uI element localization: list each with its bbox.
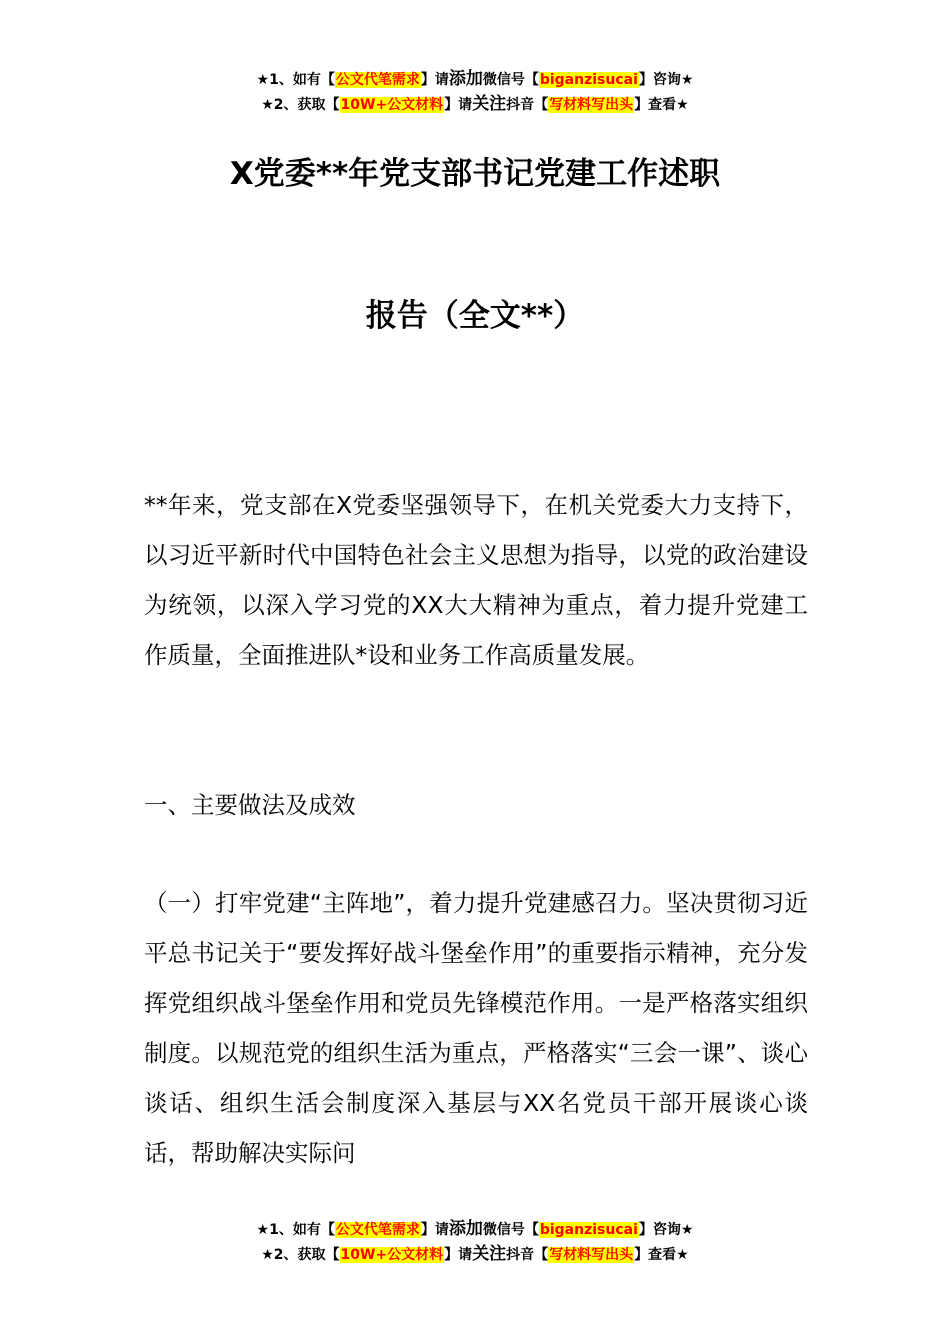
- banner-emphasis: 添加: [448, 69, 483, 89]
- banner-emphasis: 关注: [472, 94, 507, 114]
- banner-line-2: [0, 1242, 950, 1267]
- banner-line-1: [0, 1217, 950, 1242]
- banner-highlight: 公文代笔需求: [335, 1222, 420, 1238]
- bottom-banner: [0, 1217, 950, 1267]
- banner-text: 】请: [444, 97, 473, 113]
- intro-paragraph: **年来，党支部在X党委坚强领导下，在机关党委大力支持下，以习近平新时代中国特色社会主义思想为指导，以党的政治建设为统领，以深入学习党的XX大大精神为重点，着力提升党建工作质量，全面推进队*设和业务工作高质量发展。: [144, 491, 808, 669]
- document-title-line-2: 报告（全文**）: [365, 298, 585, 334]
- banner-text: ★1、如有【: [256, 1222, 335, 1238]
- banner-text: 】查看★: [634, 97, 689, 113]
- banner-text: ★2、获取【: [261, 97, 340, 113]
- banner-text: 】咨询★: [638, 1222, 694, 1238]
- banner-text: 】请: [444, 1247, 473, 1263]
- banner-text: 微信号【: [482, 1222, 539, 1238]
- banner-text: 】请: [420, 72, 449, 88]
- banner-line-2: [0, 92, 950, 117]
- banner-line-1: [0, 67, 950, 92]
- banner-text: 】请: [420, 1222, 449, 1238]
- section-heading: 一、主要做法及成效: [144, 791, 356, 819]
- banner-highlight: 写材料写出头: [549, 97, 634, 113]
- banner-emphasis: 关注: [472, 1244, 507, 1264]
- document-title-line-1: X党委**年党支部书记党建工作述职: [229, 156, 721, 192]
- body-paragraph: （一）打牢党建“主阵地”，着力提升党建感召力。坚决贯彻习近平总书记关于“要发挥好战斗堡垒作用”的重要指示精神，充分发挥党组织战斗堡垒作用和党员先锋模范作用。一是严格落实组织制度。以规范党的组织生活为重点，严格落实“三会一课”、谈心谈话、组织生活会制度深入基层与XX名党员干部开展谈心谈话，帮助解决实际问: [144, 889, 808, 1167]
- banner-highlight: biganzisucai: [539, 72, 638, 88]
- banner-highlight: 10W+公文材料: [340, 1247, 444, 1263]
- top-banner: [0, 67, 950, 117]
- banner-text: 微信号【: [482, 72, 539, 88]
- banner-highlight: 公文代笔需求: [335, 72, 420, 88]
- banner-text: 抖音【: [506, 97, 549, 113]
- banner-text: 抖音【: [506, 1247, 549, 1263]
- banner-text: 】查看★: [634, 1247, 689, 1263]
- banner-highlight: 10W+公文材料: [340, 97, 444, 113]
- banner-emphasis: 添加: [448, 1219, 483, 1239]
- banner-highlight: biganzisucai: [539, 1222, 638, 1238]
- banner-text: ★1、如有【: [256, 72, 335, 88]
- banner-highlight: 写材料写出头: [549, 1247, 634, 1263]
- banner-text: ★2、获取【: [261, 1247, 340, 1263]
- banner-text: 】咨询★: [638, 72, 694, 88]
